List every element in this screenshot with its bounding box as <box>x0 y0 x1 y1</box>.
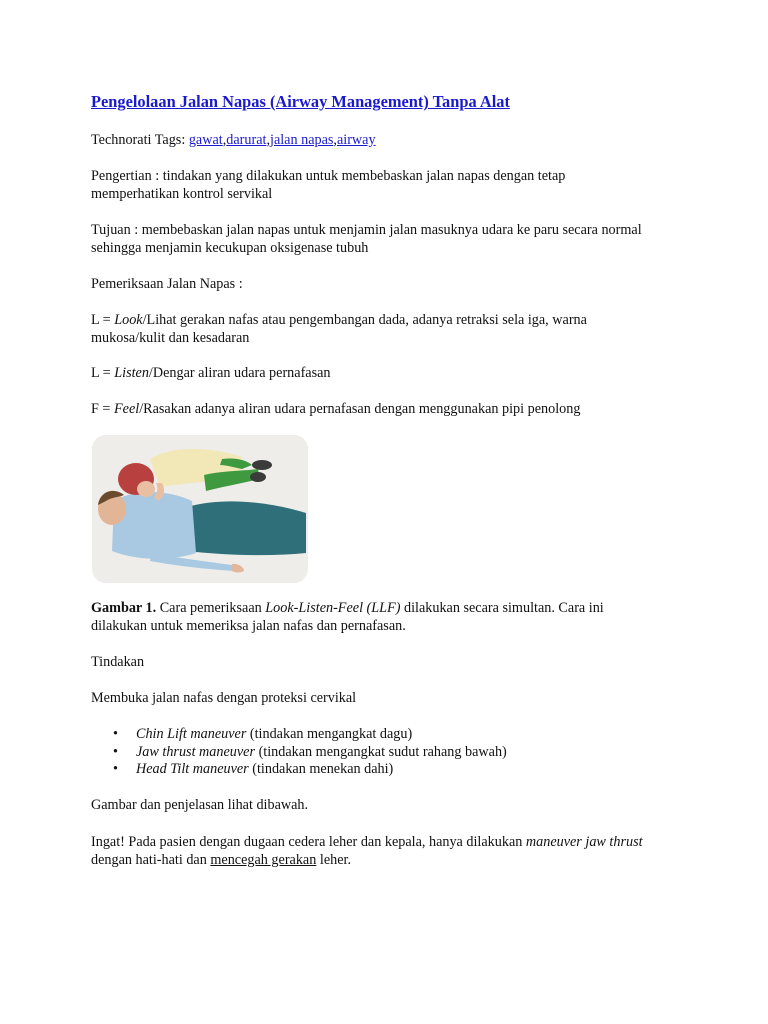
maneuver-desc: (tindakan menekan dahi) <box>248 761 394 777</box>
bullet: • <box>113 726 118 742</box>
feel-prefix: F = <box>91 401 114 417</box>
tags-line: Technorati Tags: gawat,darurat,jalan napas,airway <box>91 132 376 148</box>
caption-line2: dilakukan untuk memeriksa jalan nafas dan pernafasan. <box>91 617 406 634</box>
listen-term: Listen <box>114 365 149 381</box>
look-rest: /Lihat gerakan nafas atau pengembangan dada, adanya retraksi sela iga, warna <box>142 312 587 328</box>
tujuan-paragraph <box>91 222 691 257</box>
listen-paragraph <box>91 365 691 383</box>
look-line2: mukosa/kulit dan kesadaran <box>91 329 250 346</box>
bullet: • <box>113 743 118 760</box>
pengertian-line2: memperhatikan kontrol servikal <box>91 185 273 202</box>
ingat-text1: Ingat! Pada pasien dengan dugaan cedera leher dan kepala, hanya dilakukan <box>91 834 526 850</box>
pemeriksaan-heading: Pemeriksaan Jalan Napas : <box>91 276 243 292</box>
feel-rest: /Rasakan adanya aliran udara pernafasan dengan menggunakan pipi penolong <box>139 401 581 417</box>
caption-text1: Cara pemeriksaan <box>156 600 266 616</box>
tag-link-airway[interactable]: airway <box>336 132 376 148</box>
list-item <box>91 761 691 779</box>
listen-rest: /Dengar aliran udara pernafasan <box>148 365 331 381</box>
tujuan-line2: sehingga menjamin kecukupan oksigenase tubuh <box>91 239 369 256</box>
maneuver-desc: (tindakan mengangkat dagu) <box>246 726 413 742</box>
ingat-text3: leher. <box>316 851 351 868</box>
maneuver-term: Head Tilt maneuver <box>136 761 249 777</box>
feel-paragraph <box>91 401 691 419</box>
tags-prefix: Technorati Tags: <box>91 132 189 148</box>
ingat-underlined: mencegah gerakan <box>210 851 317 868</box>
ingat-text2: dengan hati-hati dan <box>91 851 211 868</box>
llf-illustration <box>92 435 308 583</box>
tujuan-line1: Tujuan : membebaskan jalan napas untuk menjamin jalan masuknya udara ke paru secara normal <box>91 222 642 238</box>
pengertian-paragraph <box>91 168 691 203</box>
caption-term: Look-Listen-Feel (LLF) <box>265 600 401 616</box>
maneuver-desc: (tindakan mengangkat sudut rahang bawah) <box>255 743 507 760</box>
caption-text2: dilakukan secara simultan. Cara ini <box>400 600 604 616</box>
maneuver-term: Chin Lift maneuver <box>136 726 247 742</box>
look-paragraph <box>91 312 691 347</box>
list-item <box>91 744 691 762</box>
maneuver-list <box>91 726 691 779</box>
tindakan-heading: Tindakan <box>91 654 145 670</box>
pengertian-line1: Pengertian : tindakan yang dilakukan untuk membebaskan jalan napas dengan tetap <box>91 168 566 184</box>
gambar-note: Gambar dan penjelasan lihat dibawah. <box>91 797 309 813</box>
caption-label: Gambar 1. <box>91 600 157 616</box>
membuka-paragraph: Membuka jalan nafas dengan proteksi cervikal <box>91 690 357 706</box>
ingat-term: maneuver jaw thrust <box>525 834 643 850</box>
listen-prefix: L = <box>91 365 115 381</box>
feel-term: Feel <box>114 401 140 417</box>
figure-caption <box>91 600 691 635</box>
look-term: Look <box>114 312 143 328</box>
tag-link-darurat[interactable]: darurat <box>226 132 267 148</box>
look-prefix: L = <box>91 312 115 328</box>
maneuver-term: Jaw thrust maneuver <box>136 743 256 760</box>
tag-link-gawat[interactable]: gawat <box>188 132 223 148</box>
tag-link-jalan-napas[interactable]: jalan napas <box>270 132 334 148</box>
ingat-paragraph <box>91 834 691 869</box>
list-item <box>91 726 691 744</box>
bullet: • <box>113 761 118 777</box>
page-title[interactable]: Pengelolaan Jalan Napas (Airway Management) Tanpa Alat <box>91 92 510 111</box>
